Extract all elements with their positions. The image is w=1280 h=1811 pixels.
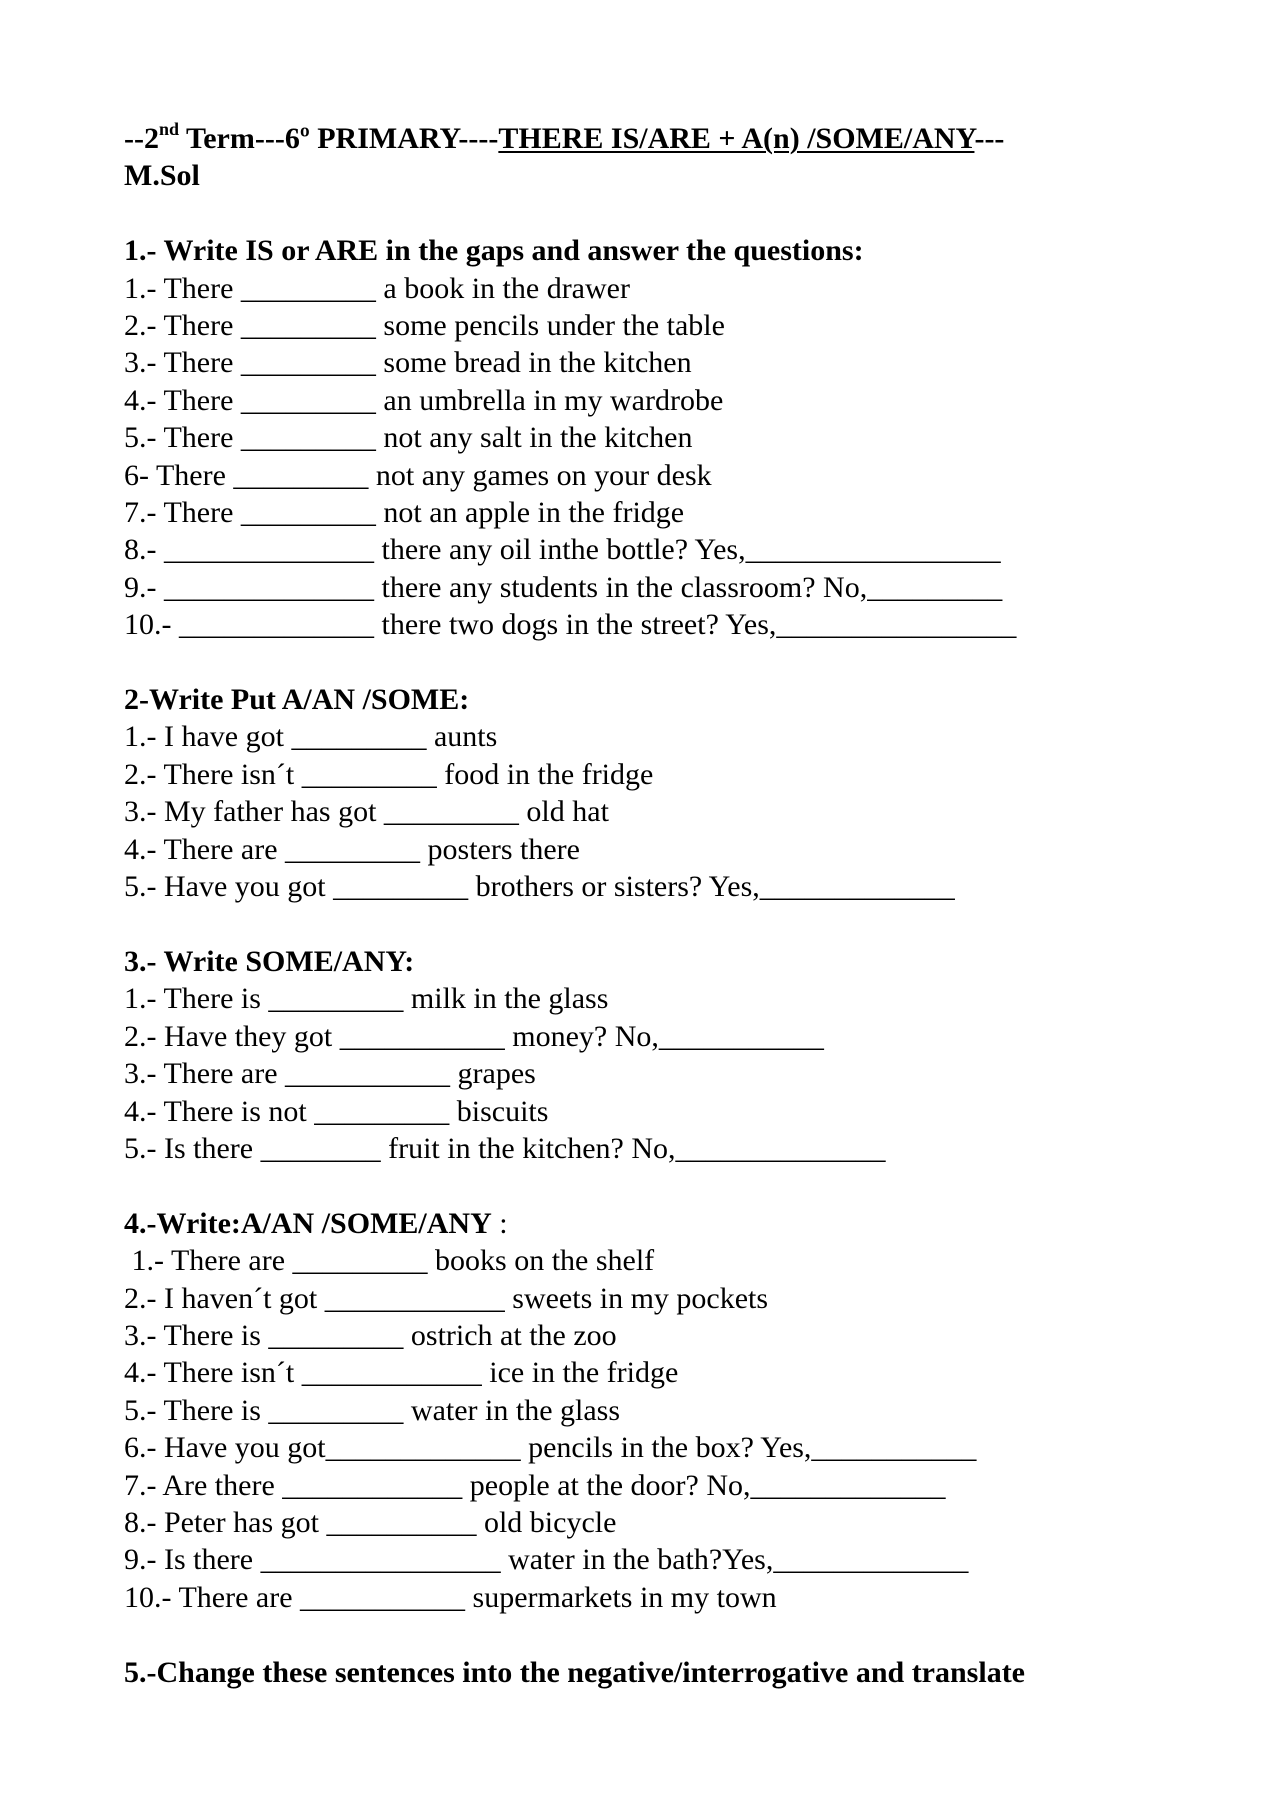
title-topic: THERE IS/ARE + A(n) /SOME/ANY (498, 122, 975, 155)
exercise-item: 2.- There _________ some pencils under the table (124, 309, 725, 343)
exercise-item: 3.- There _________ some bread in the kitchen (124, 346, 692, 380)
exercise-item: 5.- There _________ not any salt in the kitchen (124, 421, 693, 455)
exercise-item: 6- There _________ not any games on your desk (124, 458, 712, 492)
exercise-1 (124, 232, 1184, 643)
exercise-item: 1.- There are _________ books on the shelf (124, 1244, 655, 1278)
exercise-heading: 1.- Write IS or ARE in the gaps and answer the questions: (124, 234, 864, 268)
exercise-lines (124, 980, 1184, 1167)
worksheet-page (124, 120, 1184, 1691)
exercise-item: 10.- There are ___________ supermarkets in my town (124, 1580, 777, 1614)
exercise-item: 3.- My father has got _________ old hat (124, 795, 609, 829)
exercise-item: 3.- There is _________ ostrich at the zoo (124, 1318, 617, 1352)
exercise-heading (124, 1205, 1184, 1242)
exercise-item: 1.- There is _________ milk in the glass (124, 982, 609, 1016)
exercise-item: 9.- Is there ________________ water in the bath?Yes,_____________ (124, 1543, 969, 1577)
title-prefix: --2 (124, 122, 159, 155)
exercise-lines (124, 718, 1184, 905)
exercise-5 (124, 1654, 1184, 1691)
title-superscript: nd (158, 119, 180, 139)
exercise-item: 8.- Peter has got __________ old bicycle (124, 1505, 617, 1539)
exercise-item: 8.- ______________ there any oil inthe bottle? Yes,_________________ (124, 533, 1001, 567)
exercise-item: 2.- Have they got ___________ money? No,___________ (124, 1019, 824, 1053)
exercise-item: 5.- Have you got _________ brothers or sisters? Yes,_____________ (124, 870, 955, 904)
exercise-item: 1.- There _________ a book in the drawer (124, 271, 630, 305)
exercise-2 (124, 681, 1184, 905)
exercise-item: 5.- Is there ________ fruit in the kitchen? No,______________ (124, 1131, 886, 1165)
exercise-item: 4.- There isn´t ____________ ice in the fridge (124, 1356, 679, 1390)
worksheet-title (124, 120, 1184, 195)
title-middle: Term---6º PRIMARY---- (179, 122, 499, 155)
title-author: M.Sol (124, 159, 200, 193)
exercise-3 (124, 943, 1184, 1167)
exercise-item: 4.- There is not _________ biscuits (124, 1094, 549, 1128)
exercise-heading: 3.- Write SOME/ANY: (124, 944, 415, 978)
exercise-item: 6.- Have you got_____________ pencils in the box? Yes,___________ (124, 1431, 977, 1465)
exercise-item: 2.- There isn´t _________ food in the fridge (124, 757, 654, 791)
exercise-item: 5.- There is _________ water in the glass (124, 1393, 621, 1427)
exercise-lines (124, 270, 1184, 644)
exercise-item: 4.- There _________ an umbrella in my wardrobe (124, 383, 724, 417)
exercise-item: 3.- There are ___________ grapes (124, 1057, 536, 1091)
exercise-item: 4.- There are _________ posters there (124, 832, 580, 866)
exercise-item: 2.- I haven´t got ____________ sweets in my pockets (124, 1281, 769, 1315)
title-suffix: --- (974, 122, 1005, 155)
exercise-lines (124, 1242, 1184, 1616)
exercise-item: 9.- ______________ there any students in the classroom? No,_________ (124, 570, 1003, 604)
exercise-heading-rest: : (491, 1206, 508, 1240)
exercise-item: 10.- _____________ there two dogs in the street? Yes,________________ (124, 608, 1017, 642)
exercise-heading: 5.-Change these sentences into the negative/interrogative and translate (124, 1655, 1025, 1689)
exercise-heading: 2-Write Put A/AN /SOME: (124, 683, 470, 717)
exercise-item: 7.- There _________ not an apple in the fridge (124, 496, 685, 530)
exercise-item: 7.- Are there ____________ people at the door? No,_____________ (124, 1468, 946, 1502)
exercise-item: 1.- I have got _________ aunts (124, 720, 498, 754)
exercise-heading-bold: 4.-Write:A/AN /SOME/ANY (124, 1206, 492, 1240)
exercise-4 (124, 1205, 1184, 1616)
